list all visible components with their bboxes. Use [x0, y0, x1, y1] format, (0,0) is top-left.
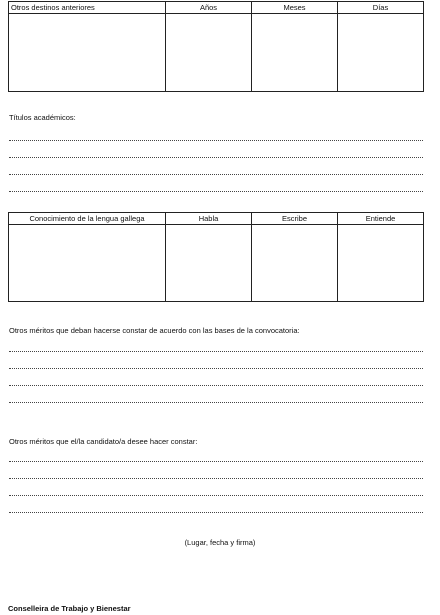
- cell-entiende[interactable]: [338, 225, 424, 302]
- cell-escribe[interactable]: [252, 225, 338, 302]
- header-anos: Años: [166, 2, 252, 14]
- galician-language-table: [8, 212, 424, 302]
- titulos-line-2[interactable]: [9, 157, 423, 158]
- meritos-candidato-line-2[interactable]: [9, 478, 423, 479]
- meritos-candidato-line-4[interactable]: [9, 512, 423, 513]
- titulos-label: Títulos académicos:: [9, 113, 76, 122]
- cell-lengua-gallega[interactable]: [9, 225, 166, 302]
- meritos-bases-line-1[interactable]: [9, 351, 423, 352]
- header-dias: Días: [338, 2, 424, 14]
- header-entiende: Entiende: [338, 213, 424, 225]
- titulos-line-3[interactable]: [9, 174, 423, 175]
- meritos-candidato-label: Otros méritos que el/la candidato/a desee hacer constar:: [9, 437, 198, 446]
- header-otros-destinos: Otros destinos anteriores: [9, 2, 166, 14]
- meritos-bases-line-2[interactable]: [9, 368, 423, 369]
- header-lengua-gallega: Conocimiento de la lengua gallega: [9, 213, 166, 225]
- cell-habla[interactable]: [166, 225, 252, 302]
- cell-meses[interactable]: [252, 14, 338, 92]
- meritos-bases-line-3[interactable]: [9, 385, 423, 386]
- meritos-candidato-line-3[interactable]: [9, 495, 423, 496]
- header-habla: Habla: [166, 213, 252, 225]
- previous-destinations-table: [8, 1, 424, 92]
- cell-anos[interactable]: [166, 14, 252, 92]
- cell-otros-destinos[interactable]: [9, 14, 166, 92]
- cell-dias[interactable]: [338, 14, 424, 92]
- addressee: Conselleira de Trabajo y Bienestar: [8, 604, 131, 613]
- header-meses: Meses: [252, 2, 338, 14]
- titulos-line-1[interactable]: [9, 140, 423, 141]
- meritos-bases-label: Otros méritos que deban hacerse constar de acuerdo con las bases de la convocatoria:: [9, 326, 300, 335]
- meritos-candidato-line-1[interactable]: [9, 461, 423, 462]
- meritos-bases-line-4[interactable]: [9, 402, 423, 403]
- titulos-line-4[interactable]: [9, 191, 423, 192]
- signature-placeholder: (Lugar, fecha y firma): [184, 538, 256, 547]
- header-escribe: Escribe: [252, 213, 338, 225]
